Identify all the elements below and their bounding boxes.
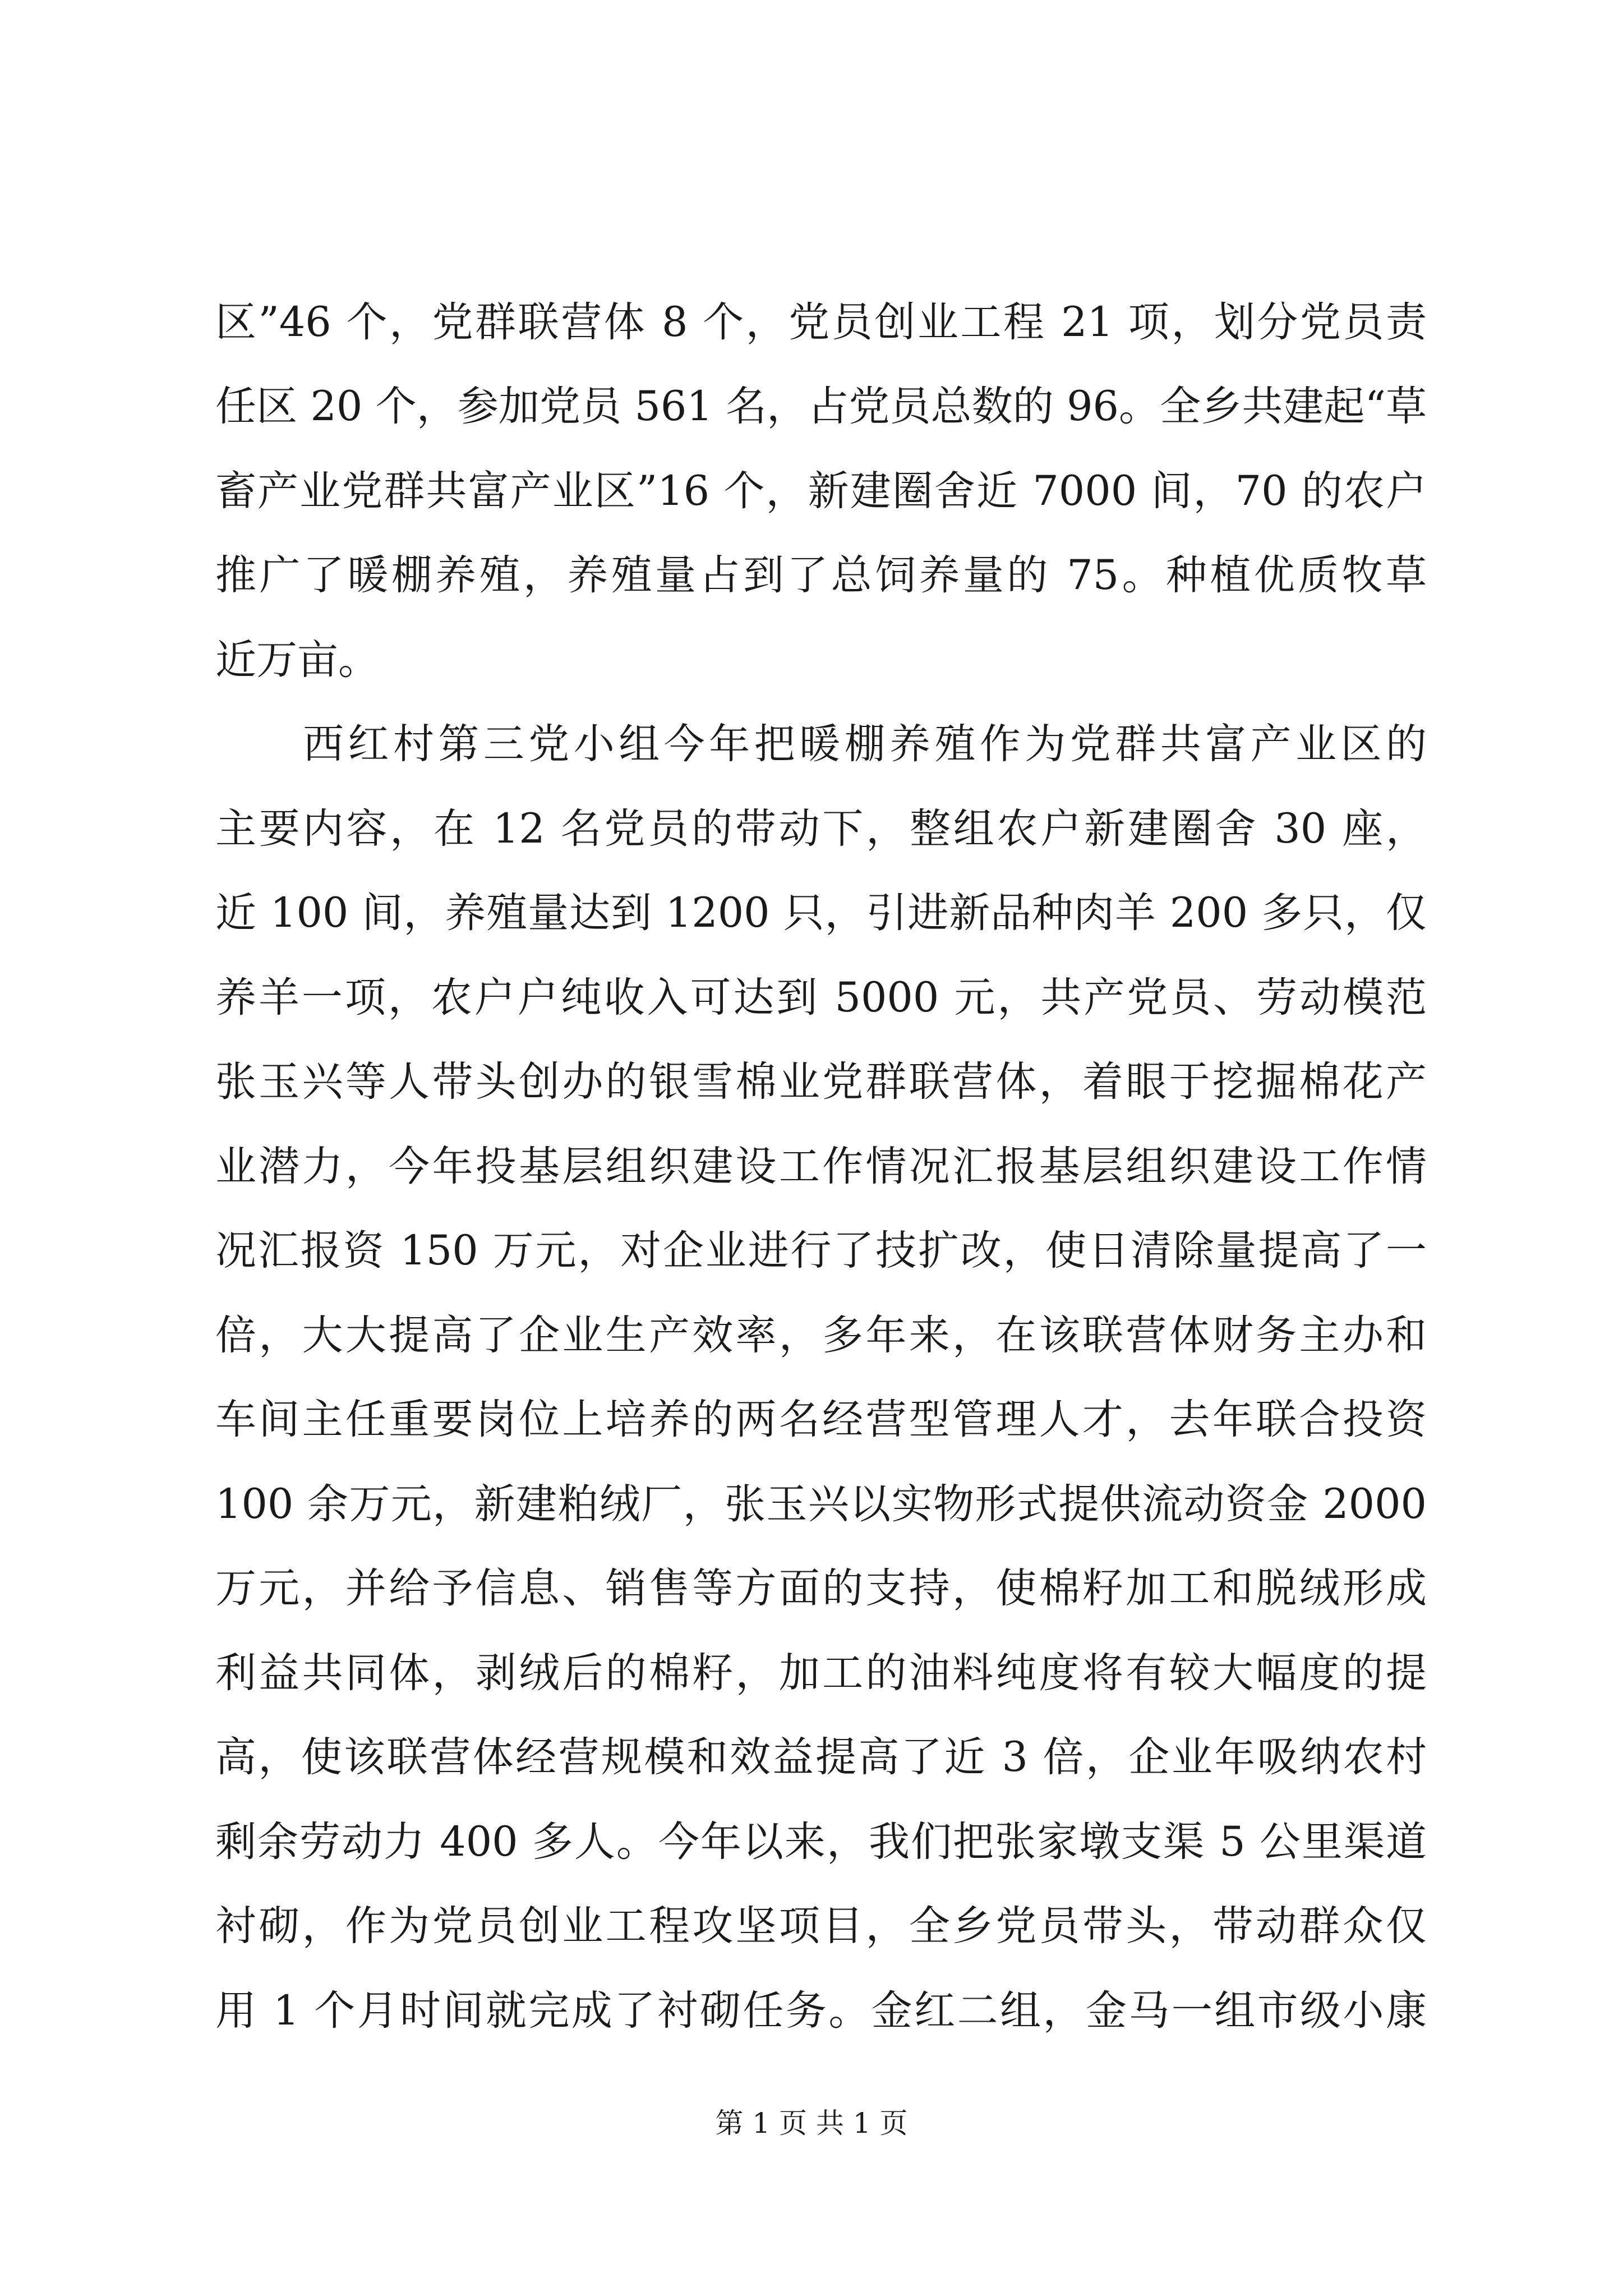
paragraph-2-line-6: 业潜力，今年投基层组织建设工作情况汇报基层组织建设工作情 <box>215 1143 1427 1190</box>
paragraph-1-line-2: 任区 20 个，参加党员 561 名，占党员总数的 96。全乡共建起“草 <box>215 383 1427 430</box>
paragraph-2-line-10: 100 余万元，新建粕绒厂，张玉兴以实物形式提供流动资金 2000 <box>215 1480 1427 1528</box>
paragraph-2-line-1: 西红村第三党小组今年把暖棚养殖作为党群共富产业区的 <box>303 720 1427 768</box>
paragraph-2-line-5: 张玉兴等人带头创办的银雪棉业党群联营体，着眼于挖掘棉花产 <box>215 1058 1427 1106</box>
paragraph-2-line-11: 万元，并给予信息、销售等方面的支持，使棉籽加工和脱绒形成 <box>215 1565 1427 1612</box>
paragraph-2-line-13: 高，使该联营体经营规模和效益提高了近 3 倍，企业年吸纳农村 <box>215 1733 1427 1781</box>
page-number-footer: 第 1 页 共 1 页 <box>715 2107 908 2139</box>
paragraph-2-line-4: 养羊一项，农户户纯收入可达到 5000 元，共产党员、劳动模范 <box>215 974 1427 1022</box>
paragraph-1-line-1: 区”46 个，党群联营体 8 个，党员创业工程 21 项，划分党员责 <box>215 298 1427 346</box>
paragraph-2-line-7: 况汇报资 150 万元，对企业进行了技扩改，使日清除量提高了一 <box>215 1227 1427 1274</box>
paragraph-1-line-4: 推广了暖棚养殖，养殖量占到了总饲养量的 75。种植优质牧草 <box>215 551 1427 599</box>
paragraph-2-line-9: 车间主任重要岗位上培养的两名经营型管理人才，去年联合投资 <box>215 1396 1427 1443</box>
paragraph-1-line-3: 畜产业党群共富产业区”16 个，新建圈舍近 7000 间，70 的农户 <box>215 467 1427 515</box>
paragraph-2-line-8: 倍，大大提高了企业生产效率，多年来，在该联营体财务主办和 <box>215 1312 1427 1359</box>
paragraph-2-line-15: 衬砌，作为党员创业工程攻坚项目，全乡党员带头，带动群众仅 <box>215 1902 1427 1950</box>
paragraph-1-line-5: 近万亩。 <box>215 636 379 684</box>
paragraph-2-line-14: 剩余劳动力 400 多人。今年以来，我们把张家墩支渠 5 公里渠道 <box>215 1818 1427 1866</box>
paragraph-2-line-12: 利益共同体，剥绒后的棉籽，加工的油料纯度将有较大幅度的提 <box>215 1649 1427 1697</box>
paragraph-2-line-3: 近 100 间，养殖量达到 1200 只，引进新品种肉羊 200 多只，仅 <box>215 889 1427 937</box>
paragraph-2-line-2: 主要内容，在 12 名党员的带动下，整组农户新建圈舍 30 座， <box>215 805 1427 853</box>
paragraph-2-line-16: 用 1 个月时间就完成了衬砌任务。金红二组，金马一组市级小康 <box>215 1987 1427 2035</box>
